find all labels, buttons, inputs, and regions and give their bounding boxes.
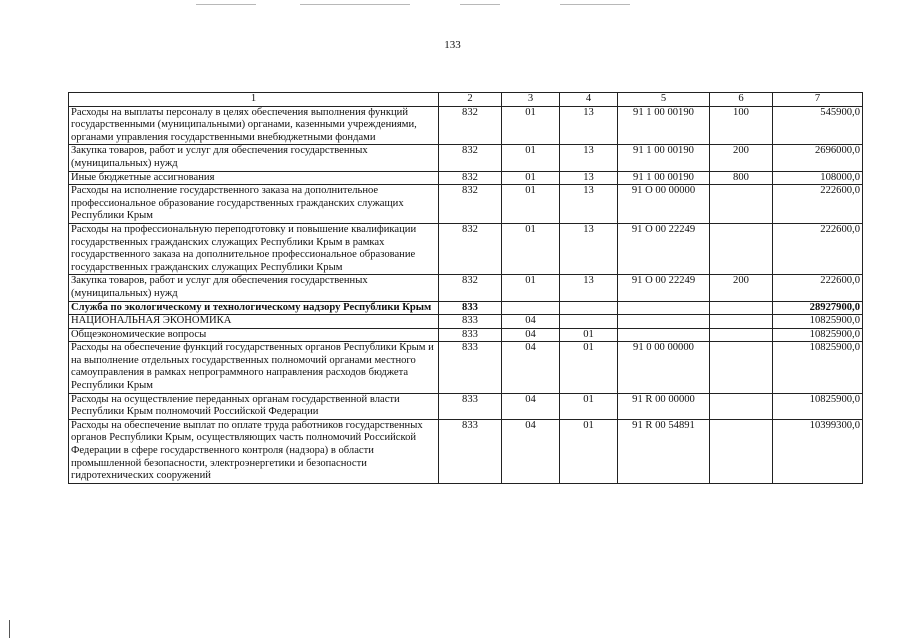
row-target-article xyxy=(618,301,710,315)
header-row xyxy=(69,93,863,107)
row-subsection-code: 01 xyxy=(560,342,618,393)
row-amount: 2696000,0 xyxy=(773,145,863,171)
table-row xyxy=(69,106,863,145)
row-section-code: 01 xyxy=(502,171,560,185)
header-col-1: 1 xyxy=(69,93,439,107)
row-subsection-code: 13 xyxy=(560,185,618,224)
row-subsection-code: 01 xyxy=(560,393,618,419)
row-expense-type xyxy=(710,223,773,274)
table-row xyxy=(69,223,863,274)
header-col-2: 2 xyxy=(439,93,502,107)
row-section-code: 01 xyxy=(502,185,560,224)
scan-edge-line-2 xyxy=(300,4,410,5)
row-grbs-code: 832 xyxy=(439,275,502,301)
row-grbs-code: 832 xyxy=(439,223,502,274)
row-expense-type: 200 xyxy=(710,275,773,301)
row-target-article: 91 1 00 00190 xyxy=(618,145,710,171)
row-target-article xyxy=(618,315,710,329)
table-row xyxy=(69,315,863,329)
row-grbs-code: 833 xyxy=(439,301,502,315)
table-row xyxy=(69,171,863,185)
row-section-code: 04 xyxy=(502,315,560,329)
row-subsection-code: 13 xyxy=(560,106,618,145)
row-expense-type: 100 xyxy=(710,106,773,145)
page-number: 133 xyxy=(444,39,461,51)
row-target-article: 91 О 00 00000 xyxy=(618,185,710,224)
table-row xyxy=(69,145,863,171)
table-row xyxy=(69,328,863,342)
row-name: Расходы на обеспечение функций государственных органов Республики Крым и на выполнение отдельных государственных полномочий органами местного самоуправления в рамках непрограммного направления расходов бюджета Республики Крым xyxy=(69,342,439,393)
scan-edge-line-1 xyxy=(196,4,256,5)
scan-edge-mark xyxy=(9,620,10,638)
header-col-7: 7 xyxy=(773,93,863,107)
row-amount: 222600,0 xyxy=(773,185,863,224)
row-target-article: 91 R 00 00000 xyxy=(618,393,710,419)
scan-edge-line-3 xyxy=(460,4,500,5)
header-col-4: 4 xyxy=(560,93,618,107)
row-amount: 222600,0 xyxy=(773,275,863,301)
row-expense-type xyxy=(710,342,773,393)
row-grbs-code: 833 xyxy=(439,328,502,342)
row-expense-type xyxy=(710,301,773,315)
row-subsection-code: 13 xyxy=(560,275,618,301)
header-col-6: 6 xyxy=(710,93,773,107)
row-section-code: 04 xyxy=(502,419,560,483)
table-row xyxy=(69,393,863,419)
row-amount: 10399300,0 xyxy=(773,419,863,483)
row-amount: 545900,0 xyxy=(773,106,863,145)
row-name: НАЦИОНАЛЬНАЯ ЭКОНОМИКА xyxy=(69,315,439,329)
row-expense-type: 200 xyxy=(710,145,773,171)
row-subsection-code: 13 xyxy=(560,145,618,171)
row-expense-type xyxy=(710,393,773,419)
row-section-code: 04 xyxy=(502,328,560,342)
row-section-code: 01 xyxy=(502,275,560,301)
row-grbs-code: 832 xyxy=(439,171,502,185)
row-amount: 10825900,0 xyxy=(773,315,863,329)
table-row xyxy=(69,185,863,224)
row-target-article: 91 1 00 00190 xyxy=(618,106,710,145)
row-grbs-code: 833 xyxy=(439,342,502,393)
row-expense-type xyxy=(710,185,773,224)
row-target-article xyxy=(618,328,710,342)
row-amount: 28927900,0 xyxy=(773,301,863,315)
row-name: Иные бюджетные ассигнования xyxy=(69,171,439,185)
row-section-code: 04 xyxy=(502,342,560,393)
row-name: Служба по экологическому и технологическому надзору Республики Крым xyxy=(69,301,439,315)
table-row xyxy=(69,419,863,483)
row-target-article: 91 1 00 00190 xyxy=(618,171,710,185)
scan-edge-line-4 xyxy=(560,4,630,5)
row-name: Закупка товаров, работ и услуг для обеспечения государственных (муниципальных) нужд xyxy=(69,275,439,301)
row-name: Расходы на обеспечение выплат по оплате труда работников государственных органов Республики Крым, осуществляющих часть полномочий Российской Федерации в сфере государственного контроля (надзора) в области промышленной безопасности, электроэнергетики и безопасности гидротехнических сооружений xyxy=(69,419,439,483)
header-col-5: 5 xyxy=(618,93,710,107)
row-expense-type xyxy=(710,328,773,342)
row-expense-type xyxy=(710,315,773,329)
row-subsection-code: 01 xyxy=(560,328,618,342)
row-section-code: 01 xyxy=(502,106,560,145)
row-grbs-code: 832 xyxy=(439,145,502,171)
row-section-code: 01 xyxy=(502,223,560,274)
row-target-article: 91 О 00 22249 xyxy=(618,275,710,301)
table-row xyxy=(69,275,863,301)
table-row xyxy=(69,301,863,315)
row-grbs-code: 832 xyxy=(439,106,502,145)
row-subsection-code xyxy=(560,315,618,329)
row-target-article: 91 0 00 00000 xyxy=(618,342,710,393)
row-section-code xyxy=(502,301,560,315)
row-amount: 10825900,0 xyxy=(773,393,863,419)
row-expense-type: 800 xyxy=(710,171,773,185)
row-name: Закупка товаров, работ и услуг для обеспечения государственных (муниципальных) нужд xyxy=(69,145,439,171)
row-grbs-code: 833 xyxy=(439,315,502,329)
row-name: Расходы на выплаты персоналу в целях обеспечения выполнения функций государственными (муниципальными) органами, казенными учреждениями, органами управления государственными внебюджетными фондами xyxy=(69,106,439,145)
budget-table xyxy=(68,92,863,484)
row-grbs-code: 833 xyxy=(439,419,502,483)
row-target-article: 91 R 00 54891 xyxy=(618,419,710,483)
row-subsection-code: 13 xyxy=(560,171,618,185)
row-name: Расходы на исполнение государственного заказа на дополнительное профессиональное образование государственных гражданских служащих Республики Крым xyxy=(69,185,439,224)
row-section-code: 01 xyxy=(502,145,560,171)
row-grbs-code: 833 xyxy=(439,393,502,419)
row-amount: 10825900,0 xyxy=(773,342,863,393)
row-amount: 10825900,0 xyxy=(773,328,863,342)
row-name: Расходы на профессиональную переподготовку и повышение квалификации государственных гражданских служащих Республики Крым в рамках государственного заказа на дополнительное профессиональное образование государственных гражданских служащих Республики Крым xyxy=(69,223,439,274)
row-subsection-code: 01 xyxy=(560,419,618,483)
row-name: Расходы на осуществление переданных органам государственной власти Республики Крым полномочий Российской Федерации xyxy=(69,393,439,419)
header-col-3: 3 xyxy=(502,93,560,107)
row-section-code: 04 xyxy=(502,393,560,419)
row-subsection-code: 13 xyxy=(560,223,618,274)
row-name: Общеэкономические вопросы xyxy=(69,328,439,342)
row-amount: 222600,0 xyxy=(773,223,863,274)
row-target-article: 91 О 00 22249 xyxy=(618,223,710,274)
table-row xyxy=(69,342,863,393)
row-amount: 108000,0 xyxy=(773,171,863,185)
row-subsection-code xyxy=(560,301,618,315)
row-grbs-code: 832 xyxy=(439,185,502,224)
row-expense-type xyxy=(710,419,773,483)
